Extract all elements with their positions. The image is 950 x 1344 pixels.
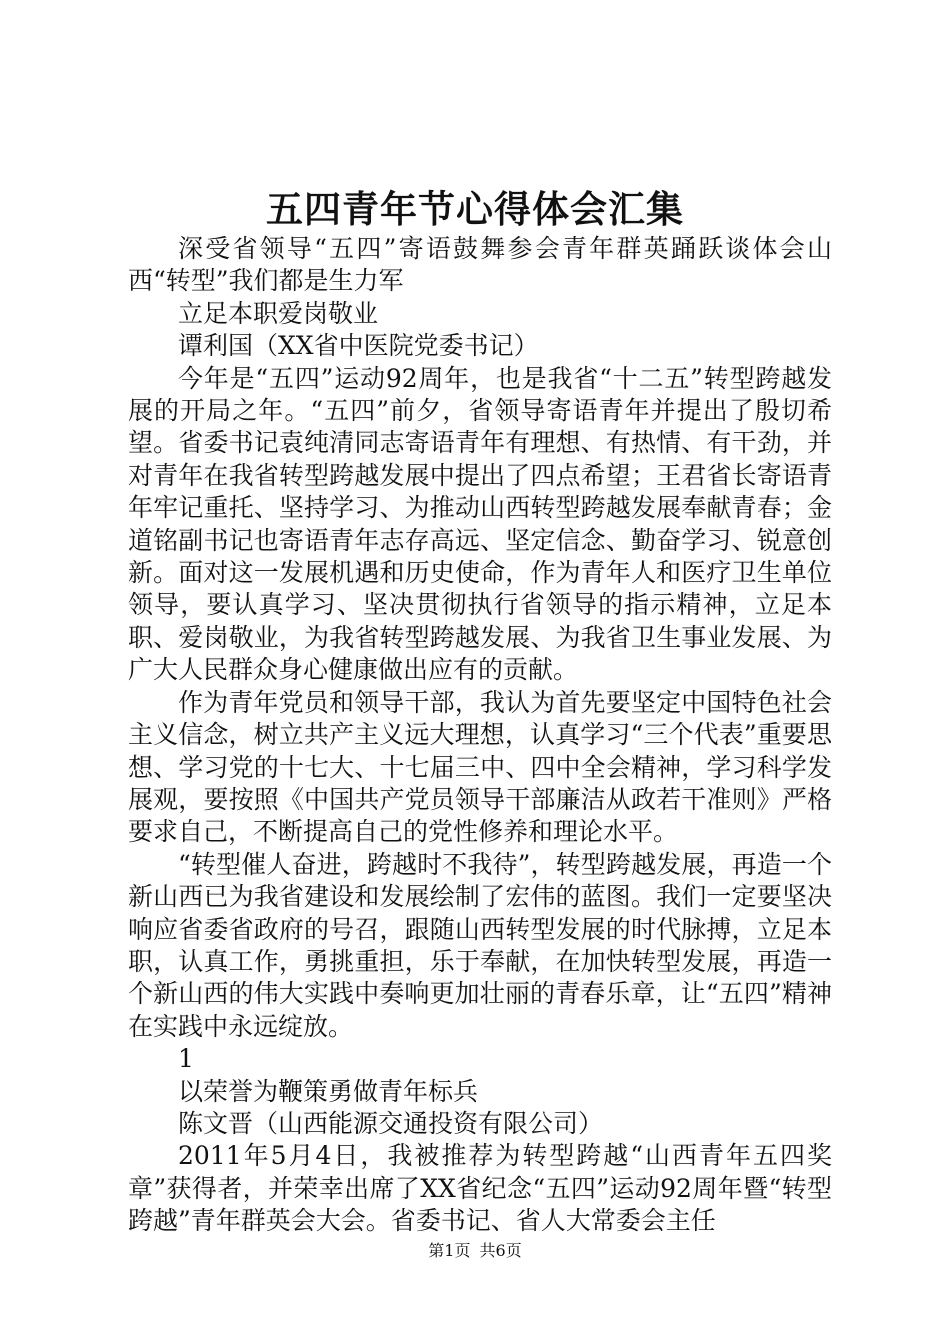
paragraph: 深受省领导“五四”寄语鼓舞参会青年群英踊跃谈体会山西“转型”我们都是生力军 — [128, 234, 832, 296]
paragraph: 立足本职爱岗敬业 — [178, 298, 379, 328]
paragraph: “转型催人奋进，跨越时不我待”，转型跨越发展，再造一个新山西已为我省建设和发展绘制了宏伟的蓝图。我们一定要坚决响应省委省政府的号召，跟随山西转型发展的时代脉搏，立足本职，认真工作，勇挑重担，乐于奉献，在加快转型发展，再造一个新山西的伟大实践中奏响更加壮丽的青春乐章，让“五四”精神在实践中永远绽放。 — [128, 849, 832, 1041]
paragraph: 以荣誉为鞭策勇做青年标兵 — [178, 1076, 479, 1106]
document-title: 五四青年节心得体会汇集 — [266, 187, 684, 231]
section-number: 1 — [178, 1044, 194, 1074]
paragraph: 2011年5月4日，我被推荐为转型跨越“山西青年五四奖章”获得者，并荣幸出席了XX省纪念“五四”运动92周年暨“转型跨越”青年群英会大会。省委书记、省人大常委会主任 — [128, 1141, 832, 1236]
page-footer — [0, 1241, 950, 1261]
paragraph: 谭利国（XX省中医院党委书记） — [178, 331, 539, 361]
paragraph: 陈文晋（山西能源交通投资有限公司） — [178, 1108, 604, 1138]
paragraph: 今年是“五四”运动92周年，也是我省“十二五”转型跨越发展的开局之年。“五四”前夕，省领导寄语青年并提出了殷切希望。省委书记袁纯清同志寄语青年有理想、有热情、有干劲，并对青年在我省转型跨越发展中提出了四点希望；王君省长寄语青年牢记重托、坚持学习、为推动山西转型跨越发展奉献青春；金道铭副书记也寄语青年志存高远、坚定信念、勤奋学习、锐意创新。面对这一发展机遇和历史使命，作为青年人和医疗卫生单位领导，要认真学习、坚决贯彻执行省领导的指示精神，立足本职、爱岗敬业，为我省转型跨越发展、为我省卫生事业发展、为广大人民群众身心健康做出应有的贡献。 — [128, 363, 832, 685]
paragraph: 作为青年党员和领导干部，我认为首先要坚定中国特色社会主义信念，树立共产主义远大理想，认真学习“三个代表”重要思想、学习党的十七大、十七届三中、四中全会精神，学习科学发展观，要按照《中国共产党员领导干部廉洁从政若干准则》严格要求自己，不断提高自己的党性修养和理论水平。 — [128, 687, 832, 847]
page-total: 共6页 — [479, 1241, 522, 1260]
document-body — [128, 233, 832, 1238]
page-number: 第1页 — [428, 1241, 471, 1260]
